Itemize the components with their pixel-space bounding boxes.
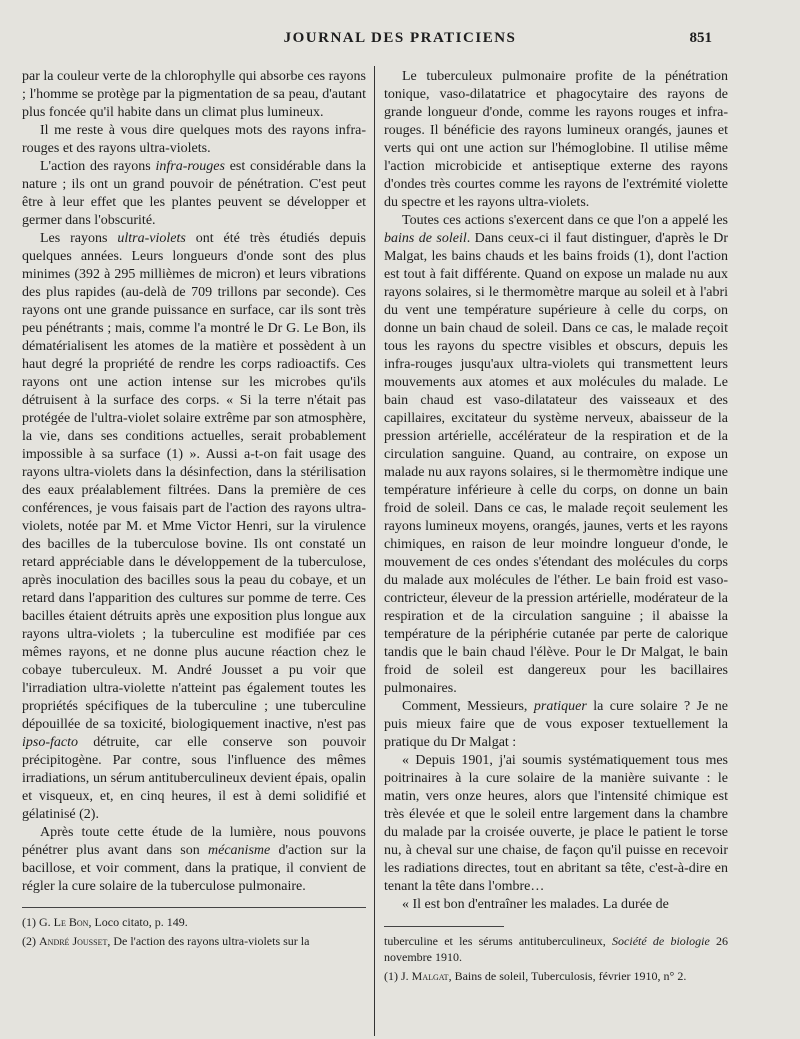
footnote: (2) André Jousset, De l'action des rayons ultra-violets sur la <box>22 934 310 948</box>
right-column <box>384 68 728 987</box>
footnotes <box>384 933 728 984</box>
paragraph: Comment, Messieurs, pratiquer la cure solaire ? Je ne puis mieux faire que de vous exposer textuellement la pratique du Dr Malgat : <box>384 699 728 750</box>
page-number: 851 <box>689 30 712 46</box>
paragraph: Toutes ces actions s'exercent dans ce que l'on a appelé les bains de soleil. Dans ceux-ci il faut distinguer, d'après le Dr Malgat, les bains chauds et les bains froids (1), dont l'action est tout à fait différente. Quand on expose un malade nu aux rayons solaires, si le thermomètre marque au soleil et à l'abri du vent une température supérieure à celle du corps, on donne un bain chaud de soleil. Dans ce cas, le malade reçoit tous les rayons du spectre visibles et obscurs, depuis les infra-rouges jusqu'aux ultra-violets qui transmettent leurs mouvements aux atomes et aux molécules du malade. Le bain chaud est vaso-dilatateur des vaisseaux et des capillaires, excitateur du système nerveux, abaisseur de la pression artérielle, accélérateur de la respiration et de la circulation sanguine. Quand, au contraire, on expose un malade nu aux rayons solaires, si le thermomètre indique une température inférieure à celle du corps, on donne un bain froid de soleil. Dans ce cas, le malade reçoit seulement les rayons lumineux moyens, orangés, jaunes, verts et les rayons chimiques, en raison de leur moindre longueur d'onde, le mouvement de ces ondes s'étendant des molécules du corps du malade aux molécules de l'éther. Le bain froid est vaso-contricteur, éleveur de la pression artérielle, modérateur de la respiration et de la circulation sanguine ; il abaisse la température de la périphérie cutanée par perte de calorique tandis que le bain chaud l'élève. Pour le Dr Malgat, le bain froid de soleil est dangereux pour les bacillaires pulmonaires. <box>384 213 728 696</box>
footnote-divider <box>384 926 504 927</box>
footnote-divider <box>22 907 366 908</box>
paragraph: Il me reste à vous dire quelques mots des rayons infra-rouges et des rayons ultra-violets. <box>22 123 366 156</box>
paragraph: « Depuis 1901, j'ai soumis systématiquement tous mes poitrinaires à la cure solaire de la manière suivante : le matin, vers onze heures, alors que l'intensité chimique est très élevée et que le soleil entre largement dans la chambre du malade par la croisée ouverte, je place le patient le torse nu, à cheval sur une chaise, de façon qu'il puisse en recevoir les radiations directes, tout en abritant sa tête, c'est-à-dire en tenant la tête dans l'ombre… <box>384 753 728 894</box>
footnote-continuation: tuberculine et les sérums antituberculineux, Société de biologie 26 novembre 1910. <box>384 934 728 964</box>
paragraph: L'action des rayons infra-rouges est considérable dans la nature ; ils ont un grand pouvoir de pénétration. C'est peut être à leur effet que les plantes peuvent se développer et germer dans l'obscurité. <box>22 159 366 228</box>
journal-title: JOURNAL DES PRATICIENS <box>283 30 517 46</box>
footnote: (1) G. Le Bon, Loco citato, p. 149. <box>22 915 188 929</box>
footnotes <box>22 914 366 949</box>
paragraph: « Il est bon d'entraîner les malades. La durée de <box>402 897 669 912</box>
page-header <box>0 28 800 52</box>
left-column <box>22 68 366 952</box>
paragraph: par la couleur verte de la chlorophylle qui absorbe ces rayons ; l'homme se protège par la pigmentation de sa peau, d'autant plus foncée qu'il habite dans un climat plus lumineux. <box>22 69 366 120</box>
paragraph: Les rayons ultra-violets ont été très étudiés depuis quelques années. Leurs longueurs d'onde sont des plus minimes (392 à 295 millièmes de micron) et leurs vibrations des plus rapides (au-delà de 709 trillons par seconde). Ces rayons ont une grande puissance en surface, car ils sont très peu pénétrants ; mais, comme l'a montré le Dr G. Le Bon, ils dématérialisent les atomes de la matière et possèdent à un haut degré la propriété de rendre les corps radioactifs. Ces rayons ont une action intense sur les microbes qu'ils détruisent à la surface des corps. « Si la terre n'était pas protégée de l'ultra-violet solaire extrême par son atmosphère, la vie, dans ses conditions actuelles, serait probablement impossible à sa surface (1) ». Aussi a-t-on fait usage des rayons ultra-violets dans la désinfection, dans la stérilisation des eaux préalablement filtrées. Dans la première de ces conférences, je vous faisais part de l'action des rayons ultra-violets, notée par M. et Mme Victor Henri, sur la virulence des bacilles de la tuberculose bovine. Ils ont constaté un retard appréciable dans le développement de la tuberculose, après inoculation des bacilles sous la peau du cobaye, et un retard dans l'apparition des cultures sur pomme de terre. Ces bacilles étaient détruits après une exposition plus longue aux rayons ultra-violets ; la tuberculine est modifiée par ces mêmes rayons, et ne donne plus aucune réaction chez le cobaye tuberculeux. M. André Jousset a pu voir que l'irradiation ultra-violette n'atteint pas également toutes les propriétés spécifiques de la tuberculine ; une tuberculine dépouillée de sa toxicité, biologiquement inactive, n'est pas ipso-facto détruite, car elle conserve son pouvoir précipitogène. Par contre, sous l'influence des mêmes irradiations, un sérum antituberculineux devient épais, opalin et visqueux, et, en cinq heures, il est à demi solidifié et gélatinisé (2). <box>22 231 366 822</box>
column-divider <box>374 66 375 1036</box>
paragraph: Le tuberculeux pulmonaire profite de la pénétration tonique, vaso-dilatatrice et phagocytaire des rayons de grande longueur d'onde, comme les rayons rouges et infra-rouges. Il bénéficie des rayons lumineux orangés, jaunes et verts qui ont une action sur l'hémoglobine. Il utilise même l'action microbicide et antiseptique externe des rayons d'ondes très courtes comme les rayons de l'extrémité violette du spectre et les rayons ultra-violets. <box>384 69 728 210</box>
footnote: (1) J. Malgat, Bains de soleil, Tuberculosis, février 1910, n° 2. <box>384 969 687 983</box>
paragraph: Après toute cette étude de la lumière, nous pouvons pénétrer plus avant dans son mécanisme d'action sur la bacillose, et voir comment, dans la pratique, il convient de régler la cure solaire de la tuberculose pulmonaire. <box>22 825 366 894</box>
